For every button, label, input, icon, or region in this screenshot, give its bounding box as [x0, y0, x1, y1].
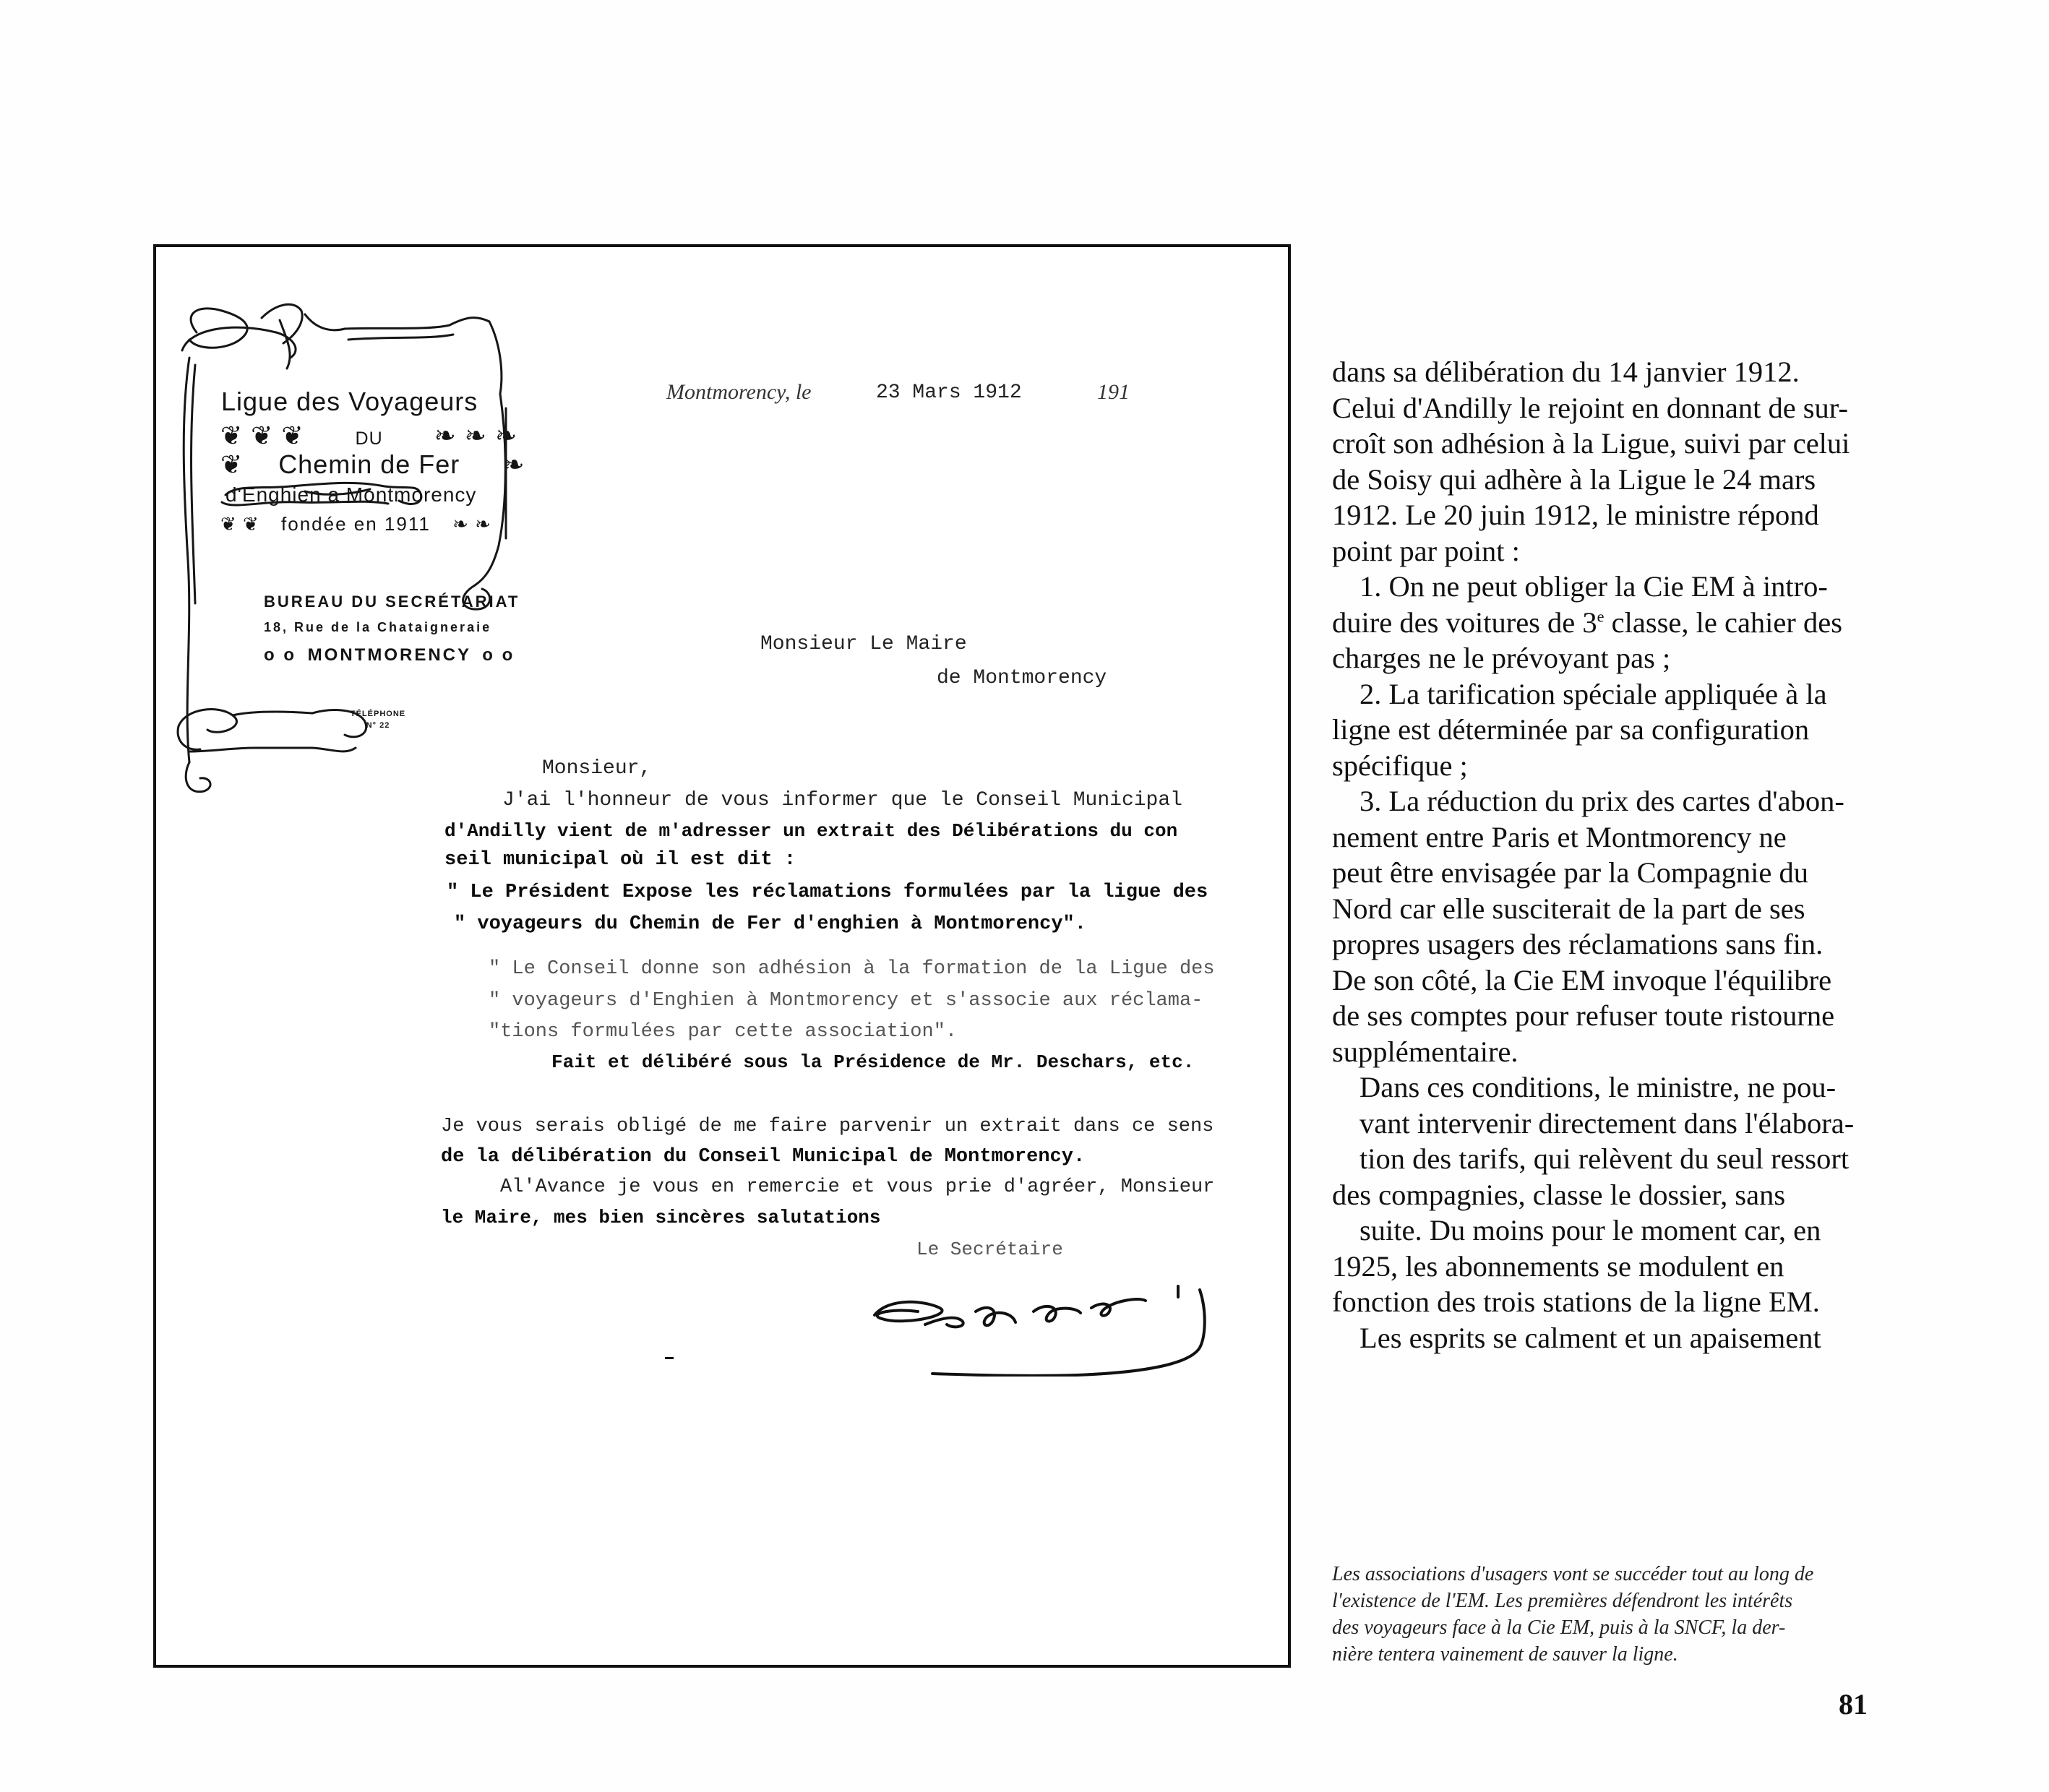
date-place: Montmorency, le [666, 380, 812, 404]
ornament-right-icon: ❧ [502, 449, 525, 479]
column-line: vant intervenir directement dans l'élabora- [1359, 1106, 1855, 1140]
column-line: Dans ces conditions, le ministre, ne pou- [1359, 1071, 1837, 1103]
letterhead-line-1: Ligue des Voyageurs [221, 387, 478, 416]
column-line: fonction des trois stations de la ligne EM. [1332, 1285, 1820, 1318]
caption-line: l'existence de l'EM. Les premières défendront les intérêts [1332, 1590, 1793, 1612]
body-line: " voyageurs du Chemin de Fer d'enghien à Montmorency". [454, 913, 1086, 935]
column-line: propres usagers des réclamations sans fin. [1332, 928, 1824, 960]
letterhead-line-2: du [355, 421, 383, 450]
body-line: Al'Avance je vous en remercie et vous prie d'agréer, Monsieur [500, 1176, 1215, 1198]
letterhead-line-5: fondée en 1911 [281, 513, 431, 535]
office-city-row [264, 645, 515, 665]
art-nouveau-border [168, 300, 601, 806]
column-line: Les esprits se calment et un apaisement [1359, 1321, 1821, 1354]
body-line: seil municipal où il est dit : [444, 849, 796, 871]
body-line: de la délibération du Conseil Municipal de Montmorency. [441, 1146, 1086, 1168]
column-line: dans sa délibération du 14 janvier 1912. [1332, 356, 1800, 388]
article-column [1332, 354, 1854, 1356]
column-line: ligne est déterminée par sa configuration [1332, 713, 1810, 746]
handwritten-signature [860, 1268, 1221, 1377]
column-line: De son côté, la Cie EM invoque l'équilibre [1332, 963, 1832, 996]
office-address: 18, Rue de la Chataigneraie [264, 620, 492, 634]
body-line: " Le Conseil donne son adhésion à la formation de la Ligue des [489, 958, 1215, 980]
column-line: de Soisy qui adhère à la Ligue le 24 mars [1332, 462, 1816, 496]
caption-line: Les associations d'usagers vont se succéder tout au long de [1332, 1563, 1814, 1585]
office-label: BUREAU DU SECRÉTARIAT [264, 593, 520, 611]
letterhead-ornament-row-1 [220, 421, 517, 451]
body-line: Fait et délibéré sous la Présidence de Mr. Deschars, etc. [551, 1051, 1195, 1073]
caption-line: des voyageurs face à la Cie EM, puis à la SNCF, la der- [1332, 1616, 1786, 1639]
column-line: de ses comptes pour refuser toute ristourne [1332, 999, 1835, 1032]
column-line: 1. On ne peut obliger la Cie EM à intro- [1359, 570, 1828, 603]
page-number: 81 [1839, 1688, 1868, 1720]
ornament-left-icon: ❦ [220, 449, 244, 479]
column-line: supplémentaire. [1332, 1035, 1519, 1068]
column-line: Celui d'Andilly le rejoint en donnant de sur- [1332, 391, 1848, 424]
year-stub: 191 [1097, 380, 1130, 404]
column-line: point par point : [1332, 534, 1520, 567]
body-line: " voyageurs d'Enghien à Montmorency et s'associe aux réclama- [489, 990, 1203, 1012]
column-line-part: duire des voitures de 3 [1332, 606, 1597, 639]
salutation: Monsieur, [542, 757, 652, 780]
letterhead-ornament-row-2 [220, 449, 525, 480]
column-line: des compagnies, classe le dossier, sans [1332, 1178, 1786, 1211]
phone-number: N° 22 [366, 721, 390, 730]
body-line: "tions formulées par cette association". [489, 1021, 958, 1043]
body-line: J'ai l'honneur de vous informer que le Conseil Municipal [502, 789, 1182, 811]
caption-line: nière tentera vainement de sauver la ligne. [1332, 1643, 1678, 1666]
ink-mark [665, 1357, 674, 1359]
body-line: Je vous serais obligé de me faire parvenir un extrait dans ce sens [441, 1116, 1214, 1137]
column-line: suite. Du moins pour le moment car, en [1359, 1214, 1821, 1246]
body-line: le Maire, mes bien sincères salutations [441, 1207, 881, 1228]
letterhead-line-4: d'Enghien a Montmorency [225, 483, 477, 506]
phone-label: TÉLÉPHONE [350, 710, 406, 718]
dot-ornament-icon: o o [482, 645, 515, 665]
column-line: Nord car elle susciterait de la part de ses [1332, 892, 1805, 925]
column-line: 1912. Le 20 juin 1912, le ministre répond [1332, 499, 1819, 531]
superscript: e [1597, 607, 1605, 625]
column-line: 2. La tarification spéciale appliquée à la [1359, 677, 1827, 710]
dot-ornament-icon: o o [264, 645, 296, 665]
column-line: tion des tarifs, qui relèvent du seul ressort [1359, 1142, 1850, 1175]
body-line: " Le Président Expose les réclamations formulées par la ligue des [447, 882, 1208, 903]
ornament-left-icon: ❦ ❦ ❦ [220, 421, 304, 450]
letter-date: 23 Mars 1912 [876, 382, 1022, 404]
signatory-label: Le Secrétaire [916, 1239, 1063, 1260]
column-line: croît son adhésion à la Ligue, suivi par celui [1332, 427, 1850, 460]
ornament-left-icon: ❦ ❦ [220, 513, 259, 535]
column-line [1332, 605, 1854, 641]
column-line: spécifique ; [1332, 749, 1468, 782]
column-line: charges ne le prévoyant pas ; [1332, 642, 1671, 674]
recipient-line-1: Monsieur Le Maire [760, 633, 967, 655]
letterhead-ornament-row-3 [220, 513, 491, 535]
recipient-line-2: de Montmorency [937, 667, 1107, 689]
column-line-part: classe, le cahier des [1604, 606, 1843, 639]
body-line: d'Andilly vient de m'adresser un extrait des Délibérations du con [444, 820, 1178, 842]
office-city: MONTMORENCY [307, 645, 471, 665]
column-line: 3. La réduction du prix des cartes d'abon- [1359, 785, 1844, 817]
letterhead-line-3: Chemin de Fer [278, 449, 460, 479]
column-line: 1925, les abonnements se modulent en [1332, 1249, 1784, 1283]
column-line: peut être envisagée par la Compagnie du [1332, 856, 1808, 889]
column-line: nement entre Paris et Montmorency ne [1332, 820, 1787, 853]
figure-caption [1332, 1561, 1813, 1668]
ornament-right-icon: ❧ ❧ [452, 513, 491, 535]
ornament-right-icon: ❧ ❧ ❧ [434, 421, 518, 450]
